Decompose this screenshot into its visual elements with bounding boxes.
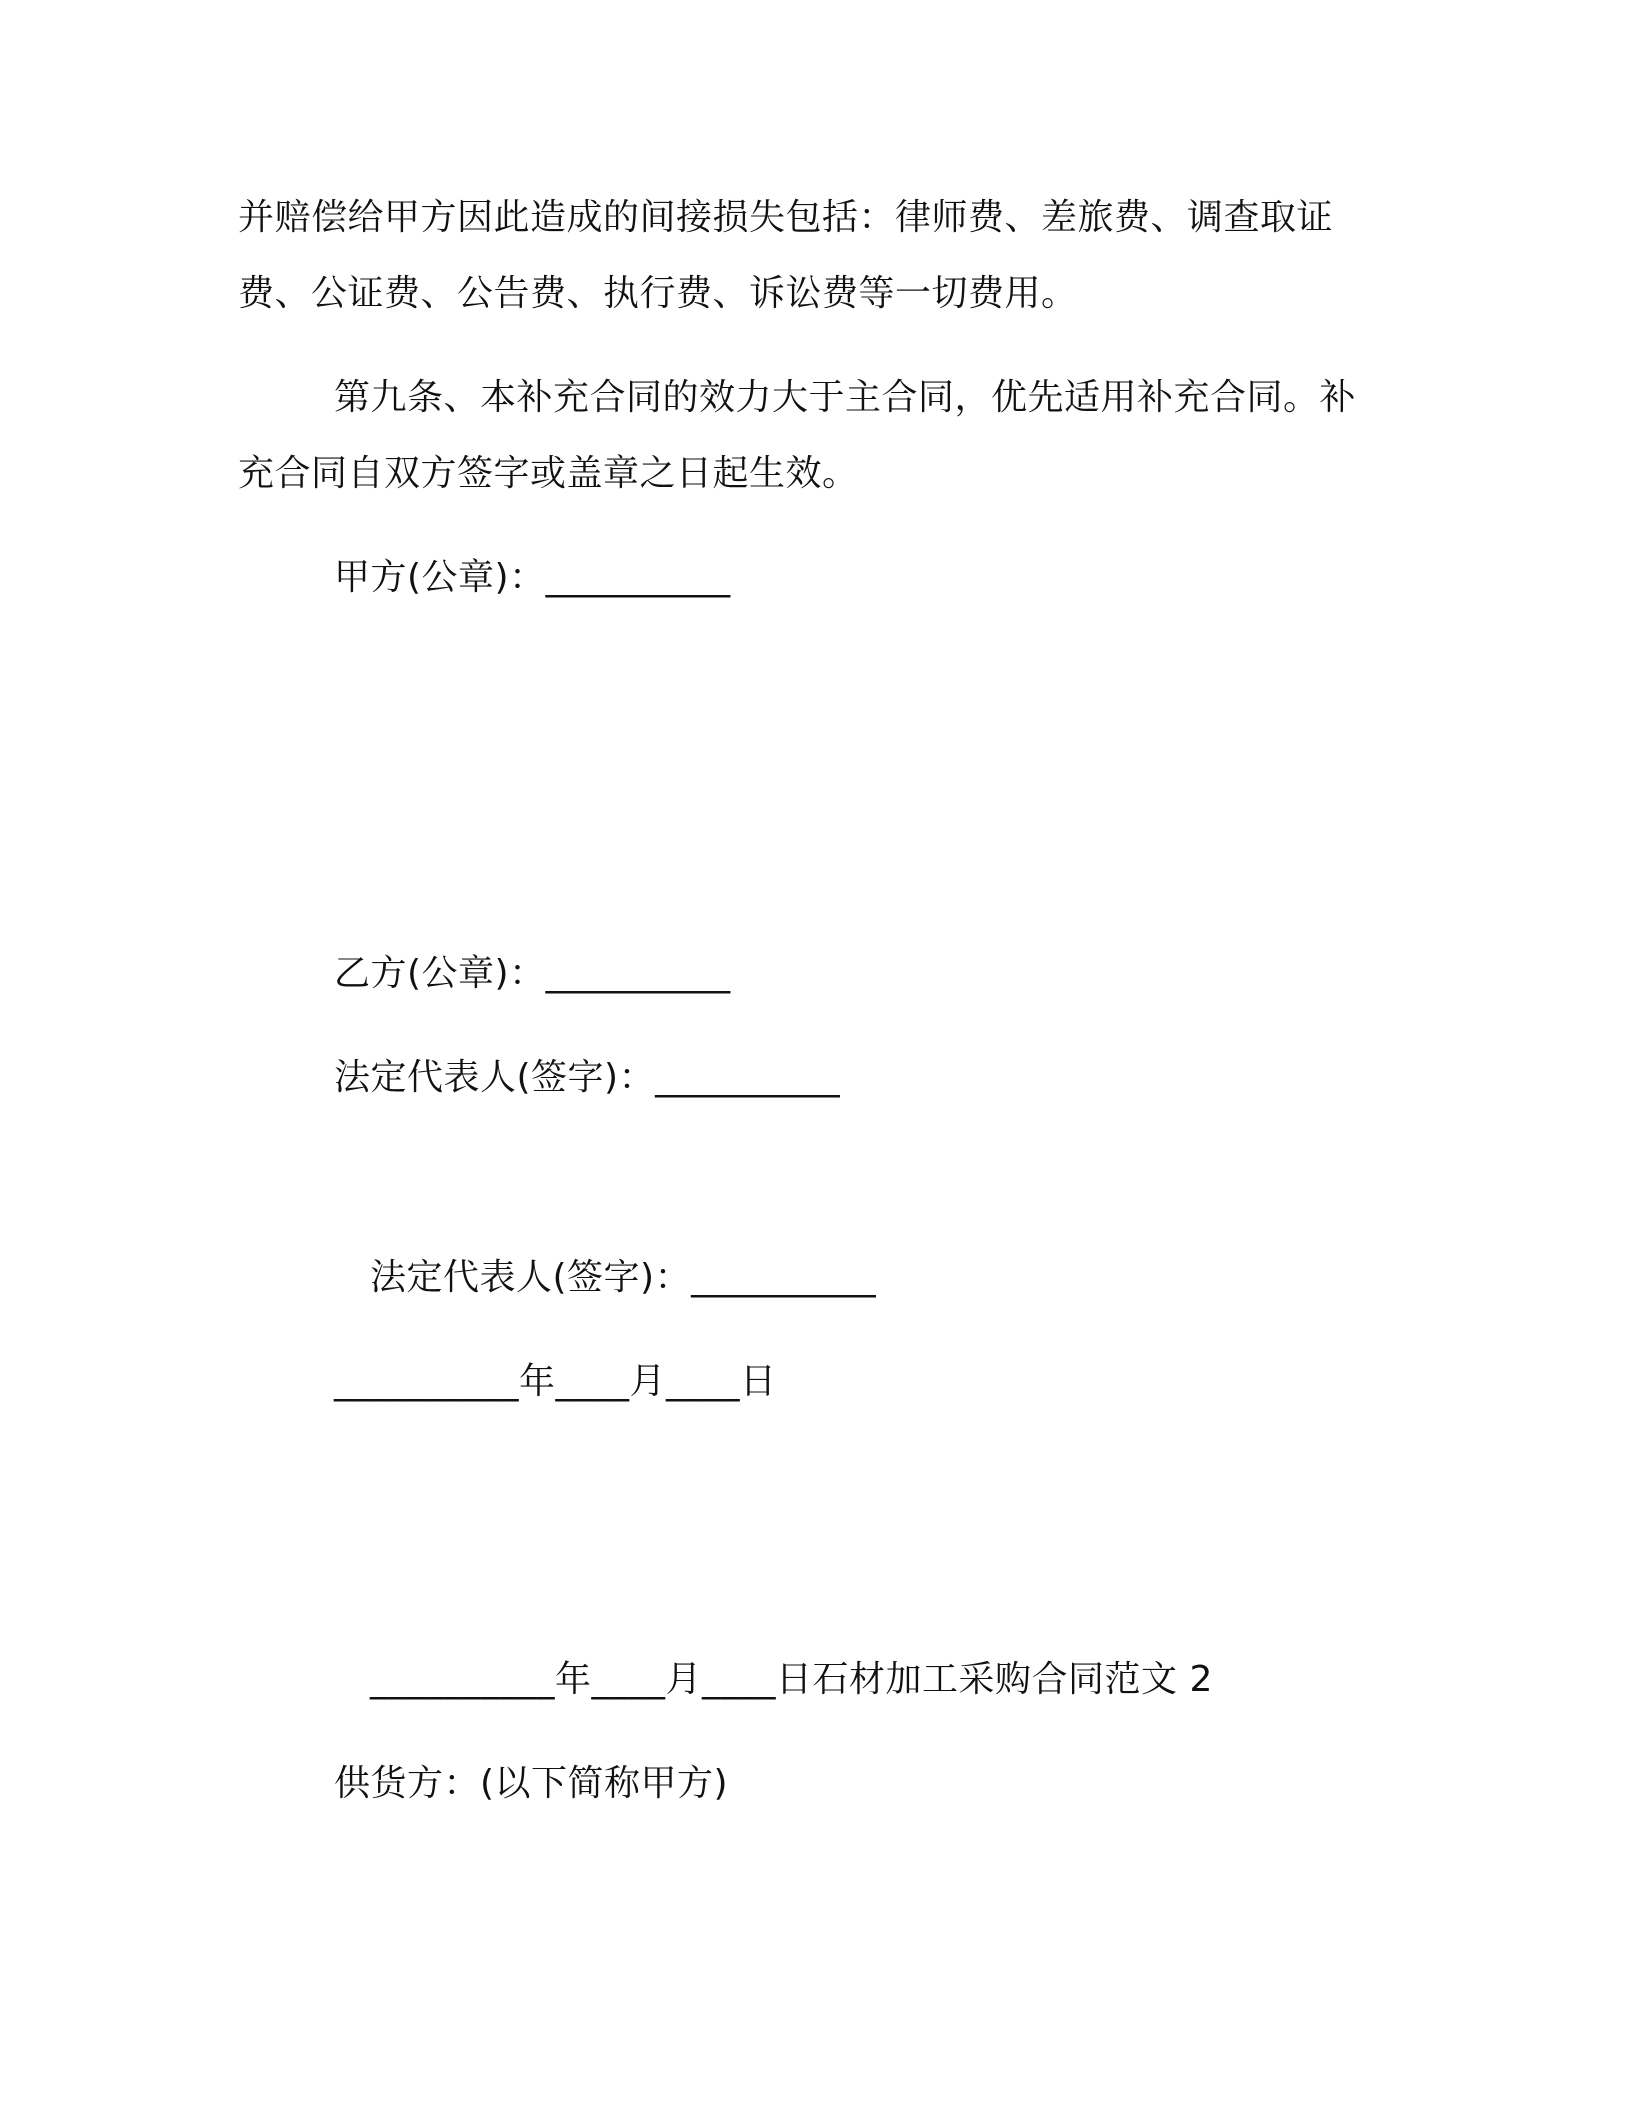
paragraph-line-1: 并赔偿给甲方因此造成的间接损失包括：律师费、差旅费、调查取证 — [238, 197, 1334, 238]
paragraph-line-2: 费、公证费、公告费、执行费、诉讼费等一切费用。 — [238, 273, 1078, 314]
contract-title-line: __________年____月____日石材加工采购合同范文 2 — [370, 1659, 1213, 1700]
supplier-line: 供货方：(以下简称甲方) — [334, 1763, 729, 1804]
party-a-seal-line: 甲方(公章)：__________ — [334, 557, 731, 598]
article-9-line-2: 充合同自双方签字或盖章之日起生效。 — [238, 453, 859, 494]
legal-rep-signature-line-1: 法定代表人(签字)：__________ — [334, 1057, 841, 1098]
party-b-seal-line: 乙方(公章)：__________ — [334, 953, 731, 994]
date-line: __________年____月____日 — [334, 1361, 777, 1402]
legal-rep-signature-line-2: 法定代表人(签字)：__________ — [370, 1257, 877, 1298]
article-9-line-1: 第九条、本补充合同的效力大于主合同，优先适用补充合同。补 — [334, 377, 1357, 418]
